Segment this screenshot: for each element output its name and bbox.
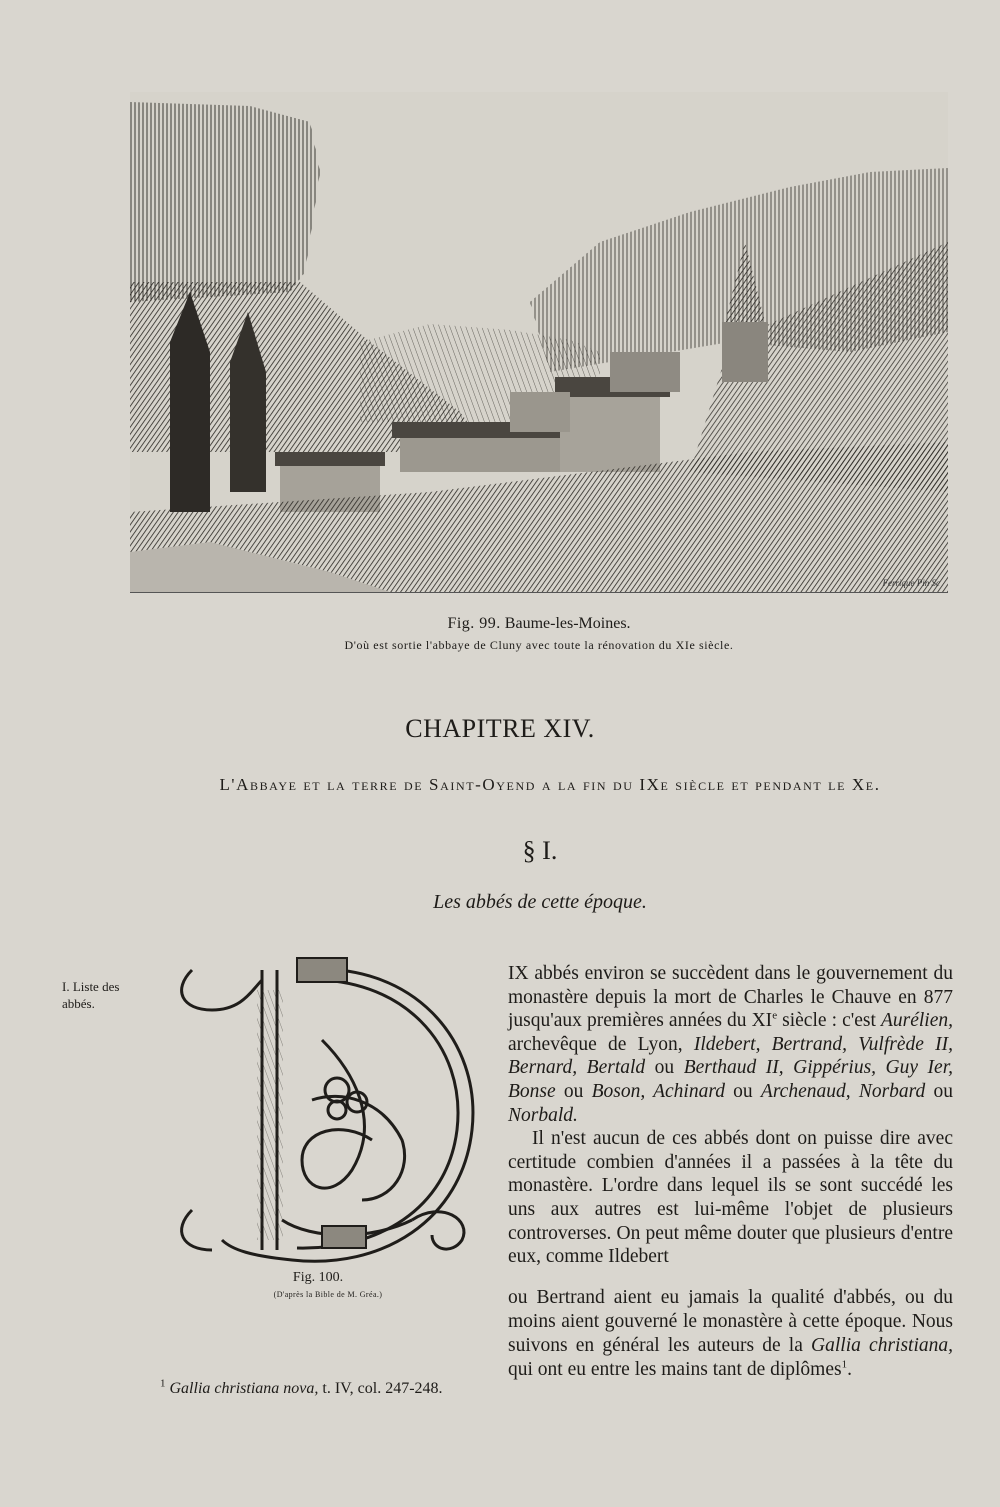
landscape-engraving bbox=[130, 92, 948, 592]
footnote bbox=[160, 1377, 860, 1398]
engraver-signature: Ferrique Pin Sc bbox=[882, 578, 940, 588]
ornament-initial-icon bbox=[152, 950, 497, 1275]
footnote-reference: 1 bbox=[841, 1358, 848, 1371]
paragraph-1: IX abbés environ se succèdent dans le gouvernement du monastère depuis la mort de Charles le Chauve en 877 jusqu'aux premières années du XIe siècle : c'est Aurélien, archevêque de Lyon, Ildebert, Bertrand, Vulfrède II, Bernard, Bertald ou Berthaud II, Gippérius, Guy Ier, Bonse ou Boson, Achinard ou Archenaud, Norbard ou Norbald. bbox=[508, 963, 954, 1126]
footnote-title: Gallia christiana nova, bbox=[169, 1380, 319, 1397]
figure-99-title: Baume-les-Moines. bbox=[504, 615, 631, 632]
margin-note: I. Liste des abbés. bbox=[62, 979, 120, 1011]
body-text-full-width bbox=[144, 1286, 953, 1382]
ornamental-dropcap-d bbox=[152, 950, 497, 1275]
figure-99-engraving bbox=[130, 92, 948, 593]
chapter-subtitle: L'Abbaye et la terre de Saint-Oyend a la fin du IXe siècle et pendant le Xe. bbox=[219, 775, 881, 794]
footnote-marker: 1 bbox=[160, 1377, 166, 1390]
chapter-heading: CHAPITRE XIV. bbox=[405, 714, 595, 743]
paragraph-2: Il n'est aucun de ces abbés dont on puisse dire avec certitude combien d'années il a passées à la tête du monastère. L'ordre dans lequel ils se sont succédé les uns aux autres est lui-même l'objet de plusieurs controverses. On peut même douter que plusieurs d'entre eux, comme Ildebert bbox=[508, 1128, 953, 1268]
section-title: Les abbés de cette époque. bbox=[433, 891, 647, 913]
section-number: § I. bbox=[522, 836, 558, 865]
body-text-column bbox=[508, 962, 953, 1269]
footnote-reference-text: t. IV, col. 247-248. bbox=[318, 1380, 443, 1397]
figure-100-number: Fig. 100. bbox=[292, 1270, 344, 1285]
figure-100-source: (D'après la Bible de M. Gréa.) bbox=[273, 1290, 383, 1299]
paragraph-2-continued: ou Bertrand aient eu jamais la qualité d'abbés, ou du moins aient gouverné le monastère à cette époque. Nous suivons en général les auteurs de la Gallia christiana, qui ont eu entre les mains tant de diplômes$^1$. bbox=[508, 1287, 953, 1380]
figure-99-caption bbox=[130, 614, 948, 634]
figure-99-number: Fig. 99. bbox=[447, 615, 501, 632]
figure-99-subcaption: D'où est sortie l'abbaye de Cluny avec toute la rénovation du XIe siècle. bbox=[344, 638, 734, 652]
